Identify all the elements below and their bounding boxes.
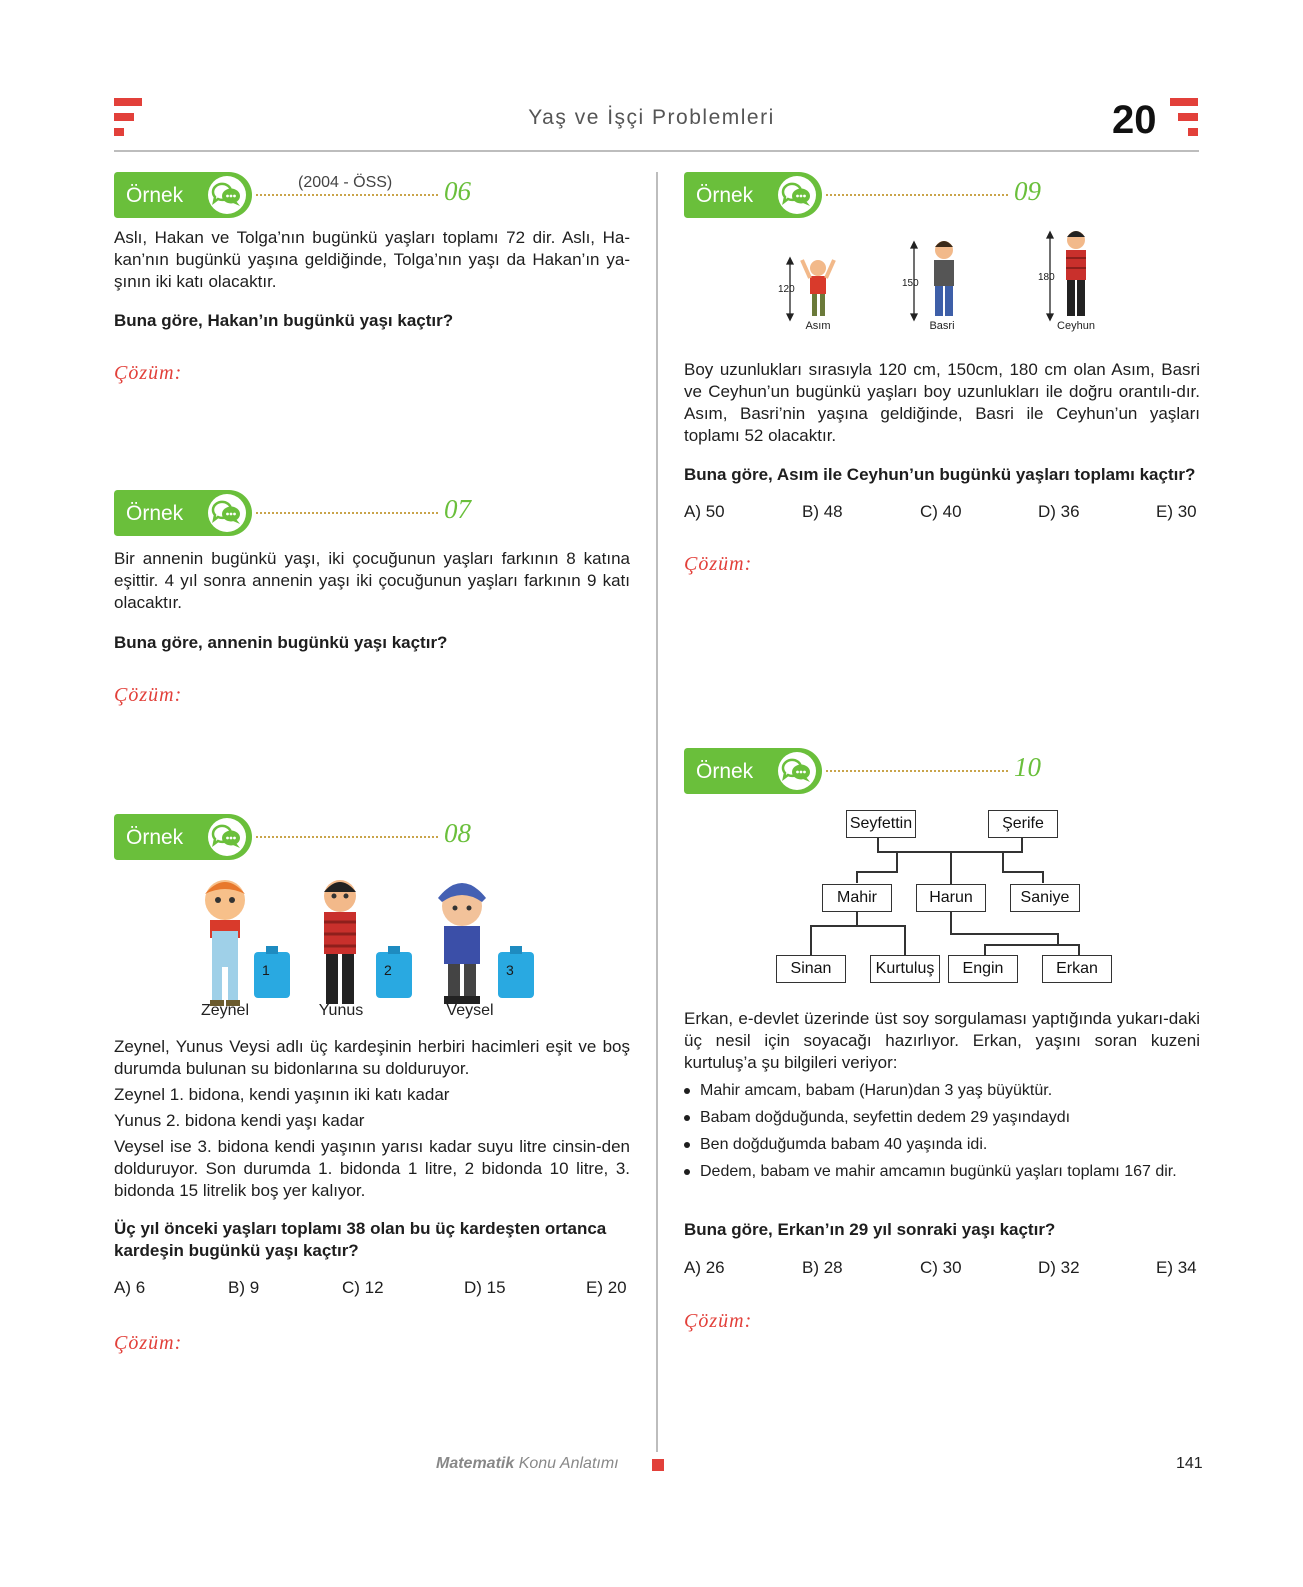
height-ceyhun: 180 xyxy=(1038,272,1055,283)
choice-a: A) 6 xyxy=(114,1278,146,1297)
tree-node-harun: Harun xyxy=(916,884,986,912)
speech-bubble-icon xyxy=(208,176,246,214)
page-number: 141 xyxy=(1176,1455,1203,1472)
veysel-figure xyxy=(438,883,486,1004)
example-06-header xyxy=(114,172,634,218)
speech-bubble-icon xyxy=(208,818,246,856)
choice-a: A) 50 xyxy=(684,502,725,521)
example-number: 09 xyxy=(1014,176,1041,206)
kid-name-yunus: Yunus xyxy=(318,1002,364,1019)
bidon-2-icon xyxy=(376,946,412,998)
example-08-text-1: Zeynel, Yunus Veysi adlı üç kardeşinin herbiri hacimleri eşit ve boş durumda bulunan su bidonlarına su dolduruyor. xyxy=(114,1037,630,1078)
ornek-label: Örnek xyxy=(696,184,754,207)
choice-d: D) 15 xyxy=(464,1278,506,1297)
bullet-item: Babam doğduğunda, seyfettin dedem 29 yaşındaydı xyxy=(684,1109,1204,1127)
example-07-question: Buna göre, annenin bugünkü yaşı kaçtır? xyxy=(114,633,448,652)
tree-line xyxy=(950,851,952,884)
header-divider xyxy=(114,150,1199,152)
bullet-item: Dedem, babam ve mahir amcamın bugünkü yaşları toplamı 167 dir. xyxy=(684,1163,1204,1181)
solution-label: Çözüm: xyxy=(114,362,183,384)
dotted-leader xyxy=(256,836,438,838)
bidon-3-icon xyxy=(498,946,534,998)
tree-node-saniye: Saniye xyxy=(1010,884,1080,912)
example-07-header xyxy=(114,490,634,536)
choice-c: C) 40 xyxy=(920,502,962,521)
ornek-label: Örnek xyxy=(126,826,184,849)
choice-a: A) 26 xyxy=(684,1258,725,1277)
tree-node-erkan: Erkan xyxy=(1042,955,1112,983)
column-divider xyxy=(656,172,658,1452)
example-number: 08 xyxy=(444,818,471,848)
speech-bubble-icon xyxy=(208,494,246,532)
kid-name-zeynel: Zeynel xyxy=(200,1002,250,1019)
tree-line xyxy=(856,871,858,883)
example-10-header xyxy=(684,748,1204,794)
example-09-text: Boy uzunlukları sırasıyla 120 cm, 150cm, 180 cm olan Asım, Basri ve Ceyhun’un bugünkü yaşları boy uzunlukları ile doğru orantılı-dır. Asım, Basri’nin yaşına geldiğinde, Basri ile Ceyhun’un yaşları toplamı 52 olacaktır. xyxy=(684,360,1200,445)
example-10-question: Buna göre, Erkan’ın 29 yıl sonraki yaşı kaçtır? xyxy=(684,1220,1056,1239)
dotted-leader xyxy=(826,194,1008,196)
ceyhun-figure xyxy=(1066,231,1086,316)
ornek-label: Örnek xyxy=(126,184,184,207)
tree-line xyxy=(1002,871,1044,873)
example-09-header xyxy=(684,172,1204,218)
dotted-leader xyxy=(256,194,438,196)
page-title: Yaş ve İşçi Problemleri xyxy=(528,106,775,129)
bidon-2-label: 2 xyxy=(384,962,392,978)
bullet-item: Mahir amcam, babam (Harun)dan 3 yaş büyüktür. xyxy=(684,1082,1204,1100)
zeynel-figure xyxy=(205,880,245,1006)
speech-bubble-icon xyxy=(778,176,816,214)
tree-node-sinan: Sinan xyxy=(776,955,846,983)
tree-line xyxy=(1021,836,1023,852)
choice-e: E) 20 xyxy=(586,1278,627,1297)
choice-d: D) 36 xyxy=(1038,502,1080,521)
chapter-number: 20 xyxy=(1112,98,1157,142)
choice-c: C) 30 xyxy=(920,1258,962,1277)
bidon-1-icon xyxy=(254,946,290,998)
ornek-label: Örnek xyxy=(696,760,754,783)
example-08-question: Üç yıl önceki yaşları toplamı 38 olan bu üç kardeşten ortanca kardeşin bugünkü yaşı kaçtır? xyxy=(114,1219,607,1260)
choice-b: B) 9 xyxy=(228,1278,260,1297)
tree-line xyxy=(950,912,952,934)
speech-bubble-icon xyxy=(778,752,816,790)
example-06-text: Aslı, Hakan ve Tolga’nın bugünkü yaşları toplamı 72 dir. Aslı, Ha-kan’nın bugünkü yaşına geldiğinde, Tolga’nın yaşı da Hakan’ın ya-şının iki katı olacaktır. xyxy=(114,228,630,291)
ornek-label: Örnek xyxy=(126,502,184,525)
dotted-leader xyxy=(826,770,1008,772)
choice-e: E) 34 xyxy=(1156,1258,1197,1277)
choice-b: B) 28 xyxy=(802,1258,843,1277)
tree-line xyxy=(810,925,812,955)
name-ceyhun: Ceyhun xyxy=(1057,320,1095,332)
example-08-text-4: Veysel ise 3. bidona kendi yaşının yarısı kadar suyu litre cinsin-den dolduruyor. Son durumda 1. bidonda 1 litre, 2 bidonda 10 litre, 3. bidonda 15 litrelik boş yer kalıyor. xyxy=(114,1137,630,1200)
tree-node-kurtulus: Kurtuluş xyxy=(870,955,940,983)
example-06-question: Buna göre, Hakan’ın bugünkü yaşı kaçtır? xyxy=(114,311,454,330)
basri-figure xyxy=(934,241,954,316)
tree-line xyxy=(1042,871,1044,883)
tree-line xyxy=(984,944,1080,946)
example-source: (2004 - ÖSS) xyxy=(298,174,393,191)
choice-b: B) 48 xyxy=(802,502,843,521)
tree-line xyxy=(856,871,898,873)
example-number: 06 xyxy=(444,176,471,206)
choice-e: E) 30 xyxy=(1156,502,1197,521)
tree-line xyxy=(904,925,906,955)
height-comparison-figure xyxy=(770,230,1120,330)
tree-line xyxy=(810,925,906,927)
example-08-text-3: Yunus 2. bidona kendi yaşı kadar xyxy=(114,1111,365,1130)
solution-label: Çözüm: xyxy=(114,684,183,706)
example-number: 07 xyxy=(444,494,471,524)
choice-c: C) 12 xyxy=(342,1278,384,1297)
tree-node-serife: Şerife xyxy=(988,810,1058,838)
example-09-question: Buna göre, Asım ile Ceyhun’un bugünkü yaşları toplamı kaçtır? xyxy=(684,465,1196,484)
solution-label: Çözüm: xyxy=(114,1332,183,1354)
asim-figure xyxy=(802,260,834,316)
tree-line xyxy=(1002,852,1004,872)
tree-node-engin: Engin xyxy=(948,955,1018,983)
example-07-text: Bir annenin bugünkü yaşı, iki çocuğunun yaşları farkının 8 katına eşittir. 4 yıl sonra annenin yaşı iki çocuğunun yaşları farkının 9 katı olacaktır. xyxy=(114,549,630,612)
tree-node-seyfettin: Seyfettin xyxy=(846,810,916,838)
height-asim: 120 xyxy=(778,284,795,295)
tree-line xyxy=(877,836,879,852)
bidon-1-label: 1 xyxy=(262,962,270,978)
height-basri: 150 xyxy=(902,278,919,289)
footer-square-icon xyxy=(652,1459,664,1471)
tree-node-mahir: Mahir xyxy=(822,884,892,912)
brand-logo-right xyxy=(1168,98,1198,138)
bullet-item: Ben doğduğumda babam 40 yaşında idi. xyxy=(684,1136,1204,1154)
footer-book-title: Matematik Konu Anlatımı xyxy=(436,1455,619,1472)
tree-line xyxy=(950,933,1058,935)
tree-line xyxy=(856,912,858,926)
solution-label: Çözüm: xyxy=(684,1310,753,1332)
tree-line xyxy=(896,852,898,872)
dotted-leader xyxy=(256,512,438,514)
choice-d: D) 32 xyxy=(1038,1258,1080,1277)
kid-name-veysel: Veysel xyxy=(446,1002,494,1019)
yunus-figure xyxy=(324,880,356,1004)
example-10-text: Erkan, e-devlet üzerinde üst soy sorgulaması yaptığında yukarı-daki üç nesil için soyacağı hazırlıyor. Erkan, yaşını soran kuzeni kurtuluş’a şu bilgileri veriyor: xyxy=(684,1009,1200,1072)
kids-with-bidons-illustration xyxy=(190,876,570,1016)
solution-label: Çözüm: xyxy=(684,553,753,575)
example-08-header xyxy=(114,814,634,860)
example-08-text-2: Zeynel 1. bidona, kendi yaşının iki katı kadar xyxy=(114,1085,450,1104)
name-asim: Asım xyxy=(805,320,831,332)
name-basri: Basri xyxy=(929,320,955,332)
example-number: 10 xyxy=(1014,752,1041,782)
bidon-3-label: 3 xyxy=(506,962,514,978)
